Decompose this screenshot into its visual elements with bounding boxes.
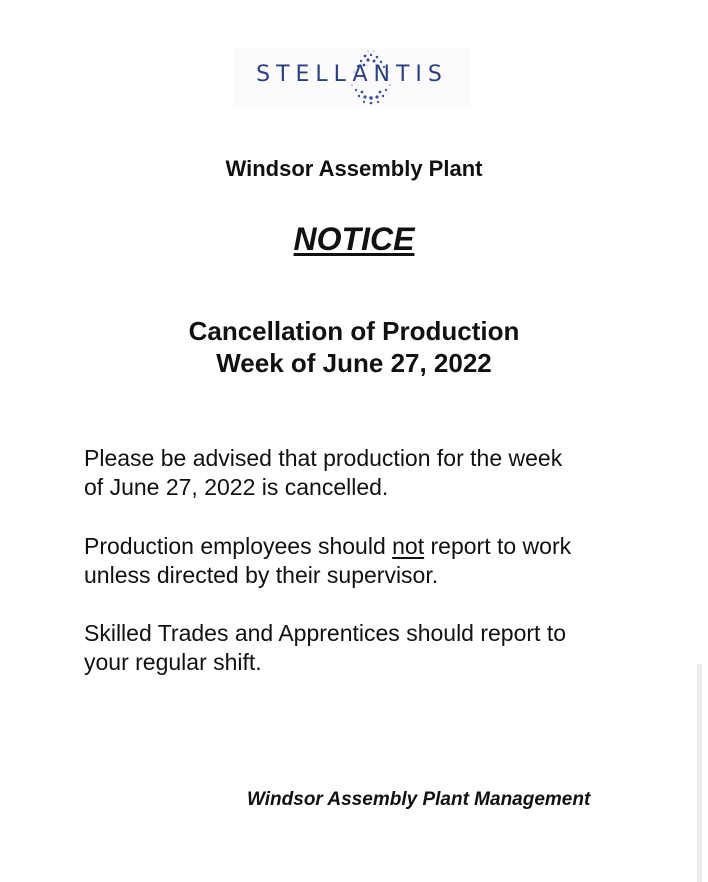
paragraph-employees-instructions (84, 532, 644, 590)
page-edge-divider (697, 664, 702, 882)
paragraph-2-text-after: report to work (424, 533, 572, 559)
plant-name: Windsor Assembly Plant (225, 156, 483, 181)
paragraph-2-emphasis: not (392, 533, 425, 559)
paragraph-3-line-1: Skilled Trades and Apprentices should report to (84, 620, 567, 646)
paragraph-1-line-1: Please be advised that production for the week (84, 445, 563, 471)
paragraph-2-text-before: Production employees should (84, 533, 393, 559)
logo-wordmark: STELLANTIS (256, 62, 448, 87)
headline-line-1: Cancellation of Production (188, 316, 520, 346)
paragraph-skilled-trades (84, 619, 644, 677)
notice-title: NOTICE (293, 221, 415, 257)
stellantis-logo (234, 48, 470, 106)
headline (0, 315, 708, 379)
headline-line-2: Week of June 27, 2022 (216, 348, 492, 378)
paragraph-1-line-2: of June 27, 2022 is cancelled. (84, 474, 389, 500)
paragraph-2-line-2: unless directed by their supervisor. (84, 562, 439, 588)
signature: Windsor Assembly Plant Management (247, 789, 591, 810)
paragraph-2-line-1 (84, 532, 644, 561)
paragraph-3-line-2: your regular shift. (84, 649, 262, 675)
paragraph-production-cancelled (84, 444, 644, 502)
